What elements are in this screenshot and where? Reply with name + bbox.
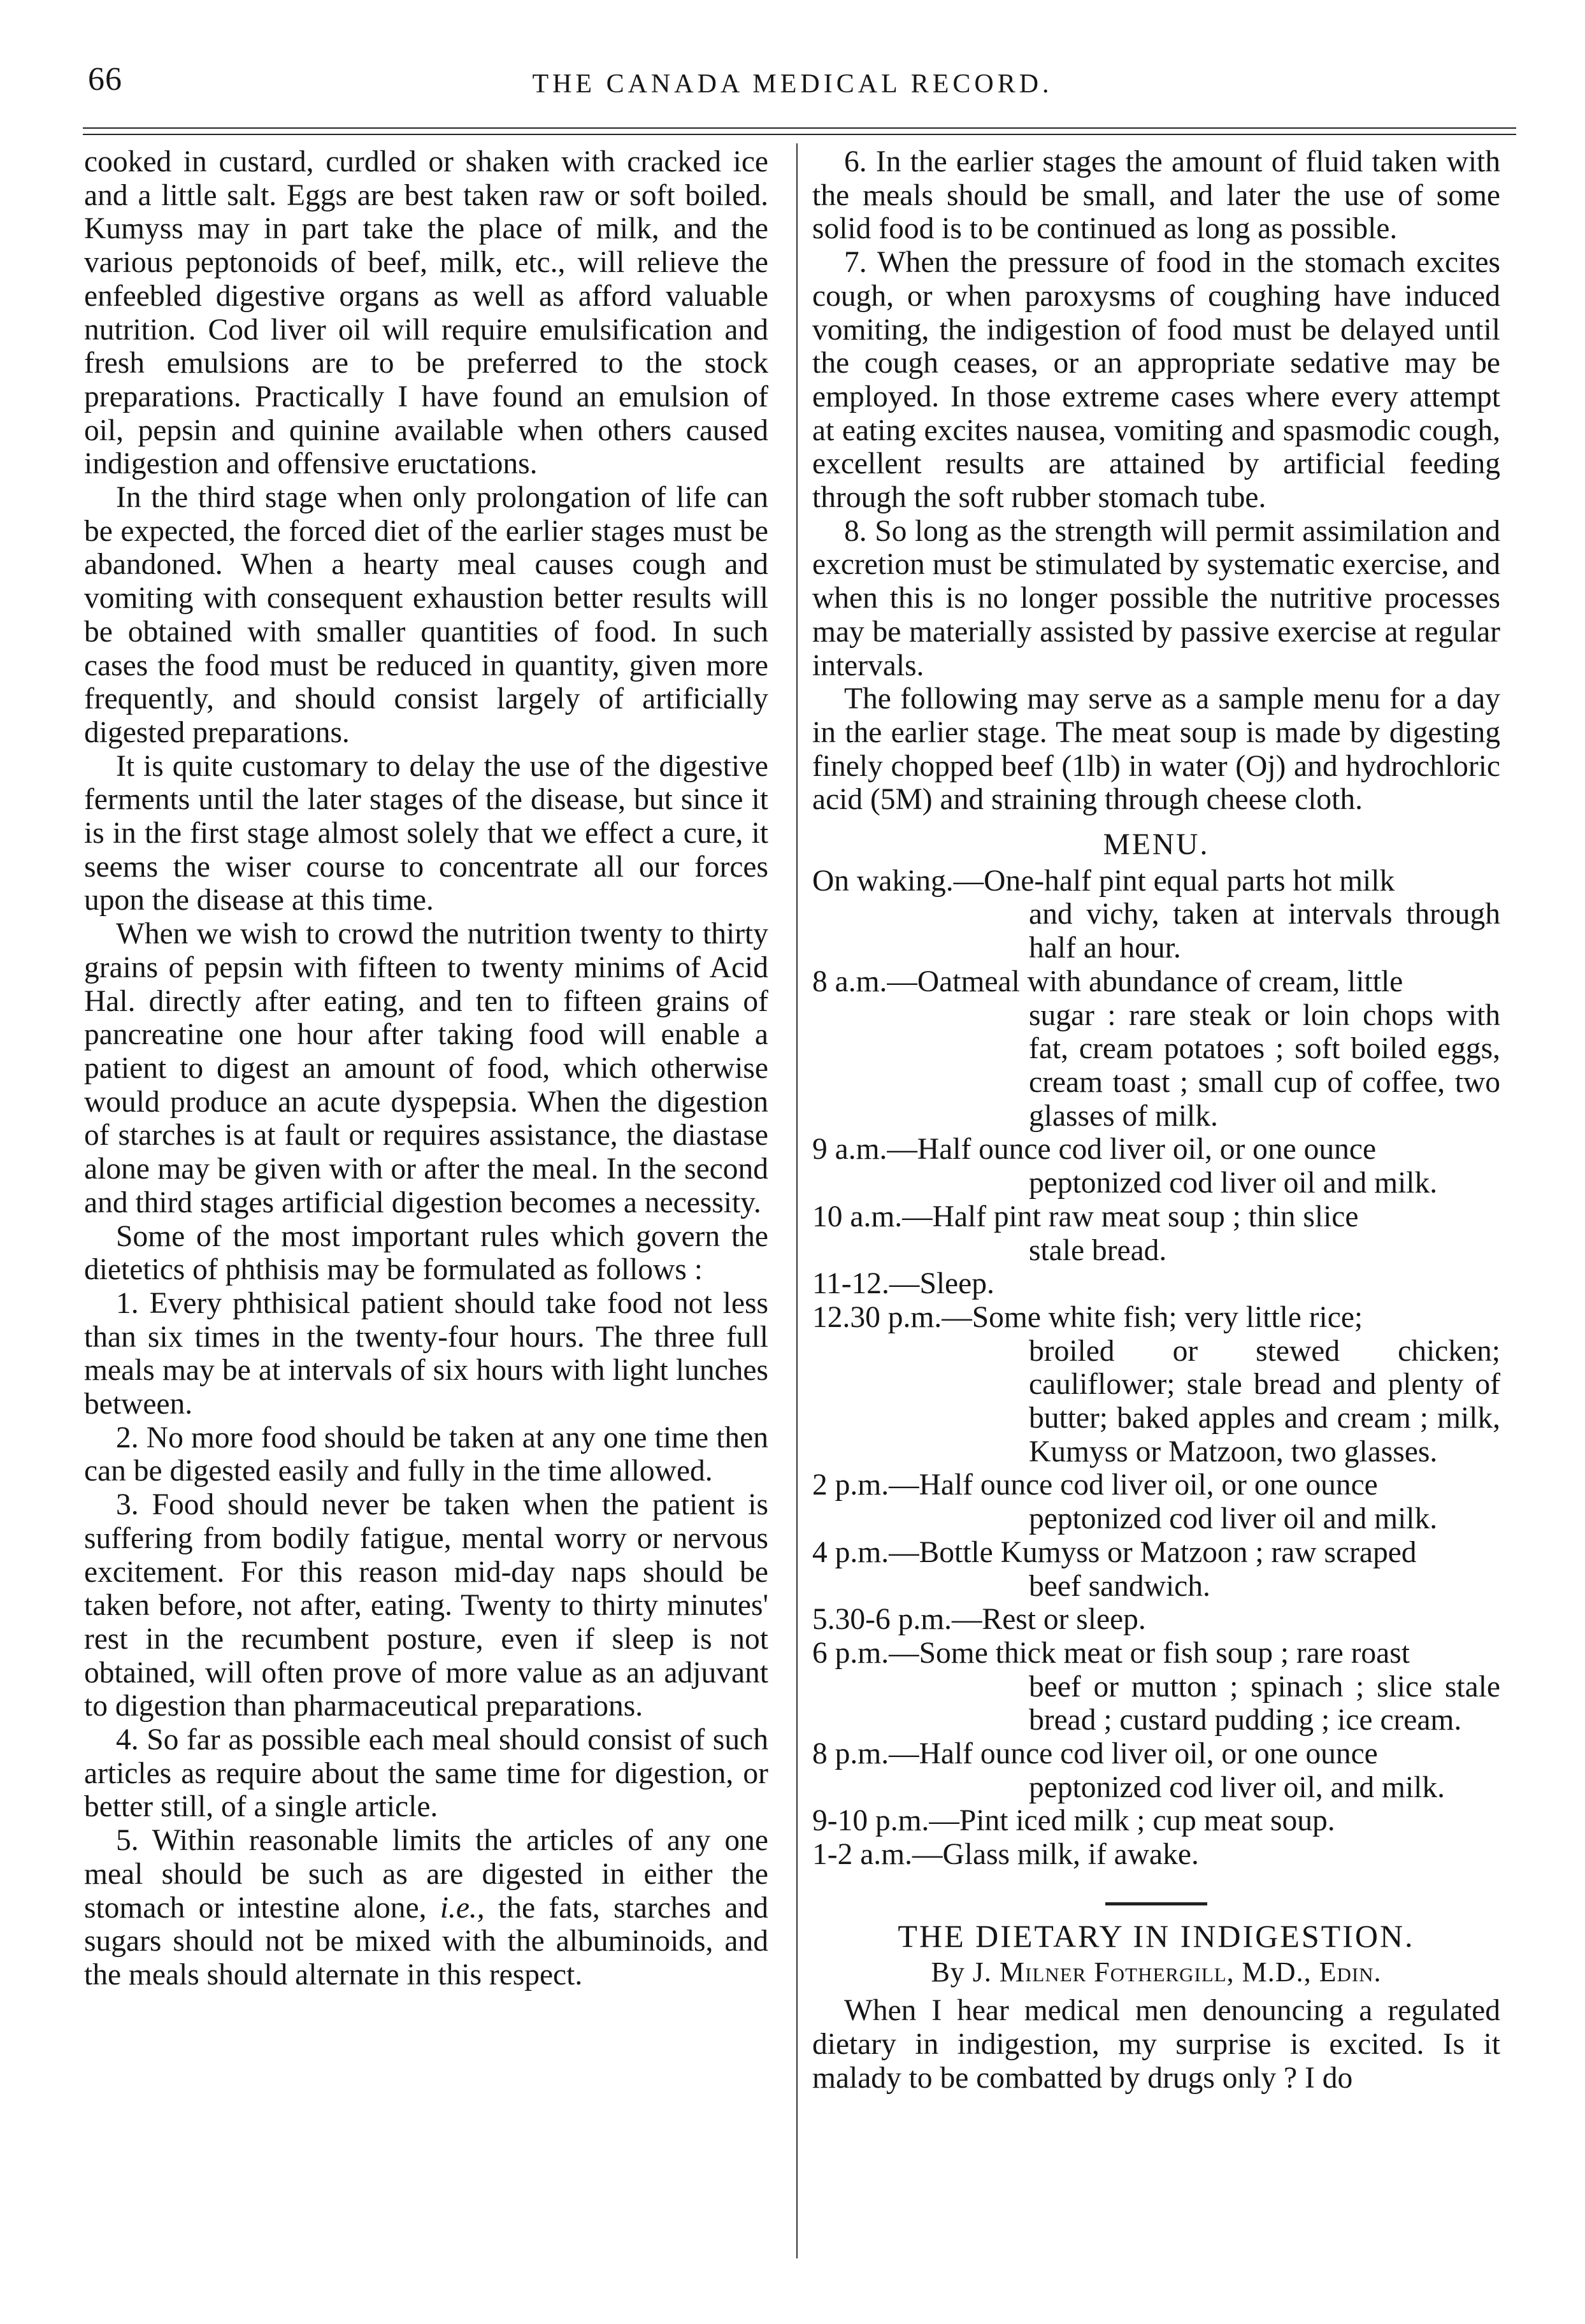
menu-item [812, 864, 1500, 965]
menu-time: 11-12.— [812, 1267, 920, 1301]
paragraph: 6. In the earlier stages the amount of fluid taken with the meals should be small, and later the use of some solid food is to be continued as long as possible. [812, 145, 1500, 246]
byline-prefix: By [931, 1956, 965, 1988]
menu-text: One-half pint equal parts hot milk [984, 864, 1395, 898]
menu-text: Pint iced milk ; cup meat soup. [959, 1804, 1335, 1838]
menu-text: Half ounce cod liver oil, or one ounce [919, 1737, 1378, 1771]
menu-time: 8 p.m.— [812, 1737, 919, 1771]
text-segment: 5. Within reasonable limits the articles of any one meal should be such as are digested in either the stomach or intestine alone, [84, 1824, 768, 1925]
menu-line [812, 1838, 1500, 1872]
menu-item [812, 1200, 1500, 1267]
menu-text: Rest or sleep. [982, 1603, 1146, 1637]
article-title: THE DIETARY IN INDIGESTION. [898, 1918, 1415, 1954]
right-column [812, 145, 1500, 2095]
menu-line [812, 1133, 1500, 1166]
menu-text: Sleep. [919, 1267, 994, 1301]
menu-time: 10 a.m.— [812, 1200, 933, 1233]
header-rule [83, 127, 1516, 129]
paragraph: When we wish to crowd the nutrition twenty to thirty grains of pepsin with fifteen to twenty minims of Acid Hal. directly after eating, and ten to fifteen grains of pancreatine one hour after taking food will enable a patient to digest an amount of food, which otherwise would produce an acute dyspepsia. When the digestion of starches is at fault or requires assistance, the diastase alone may be given with or after the meal. In the second and third stages artificial digestion becomes a necessity. [84, 917, 768, 1219]
menu-text: Oatmeal with abundance of cream, little [917, 965, 1403, 998]
header-rule-double [83, 134, 1516, 135]
menu-text: Half ounce cod liver oil, or one ounce [919, 1468, 1378, 1502]
menu-line [812, 965, 1500, 999]
article-opening: When I hear medical men denouncing a regulated dietary in indigestion, my surprise is excited. Is it malady to be combatted by drugs only ? I do [812, 1994, 1500, 2095]
paragraph: 4. So far as possible each meal should consist of such articles as require about the same time for digestion, or better still, of a single article. [84, 1723, 768, 1824]
page-number: 66 [88, 61, 122, 97]
menu-item [812, 965, 1500, 1133]
right-paragraphs [812, 145, 1500, 817]
menu-time: 9 a.m.— [812, 1133, 917, 1166]
menu-time: 1-2 a.m.— [812, 1838, 943, 1872]
menu-line [812, 1536, 1500, 1570]
byline-author: J. Milner Fothergill, M.D., Edin. [972, 1956, 1382, 1988]
paragraph: cooked in custard, curdled or shaken with cracked ice and a little salt. Eggs are best taken raw or soft boiled. Kumyss may in part take the place of milk, and the various peptonoids of beef, milk, etc., will relieve the enfeebled digestive organs as well as afford valuable nutrition. Cod liver oil will require emulsification and fresh emulsions are to be preferred to the stock preparations. Practically I have found an emulsion of oil, pepsin and quinine available when others caused indigestion and offensive eructations. [84, 145, 768, 481]
menu-item [812, 1267, 1500, 1301]
menu-heading: MENU. [1103, 828, 1210, 862]
running-title: THE CANADA MEDICAL RECORD. [532, 69, 1053, 99]
menu-time: 12.30 p.m.— [812, 1300, 972, 1334]
paragraph: The following may serve as a sample menu for a day in the earlier stage. The meat soup is made by digesting finely chopped beef (1lb) in water (Oj) and hydrochloric acid (5M) and straining through cheese cloth. [812, 682, 1500, 817]
menu-text-continued: peptonized cod liver oil and milk. [1029, 1502, 1438, 1536]
menu-text-continued: beef or mutton ; spinach ; slice stale bread ; custard pudding ; ice cream. [1029, 1670, 1500, 1737]
menu-line [812, 1267, 1500, 1301]
paragraph [84, 1824, 768, 1992]
menu-time: 4 p.m.— [812, 1535, 919, 1569]
menu-line [812, 1603, 1500, 1637]
paragraph: 7. When the pressure of food in the stomach excites cough, or when paroxysms of coughing have induced vomiting, the indigestion of food must be delayed until the cough ceases, or an appropriate sedative may be employed. In those extreme cases where every attempt at eating excites nausea, vomiting and spasmodic cough, excellent results are attained by artificial feeding through the soft rubber stomach tube. [812, 246, 1500, 515]
menu-item [812, 1637, 1500, 1737]
menu-time: 5.30-6 p.m.— [812, 1603, 982, 1637]
menu-text: Bottle Kumyss or Matzoon ; raw scraped [919, 1535, 1417, 1569]
menu-text-continued: and vichy, taken at intervals through half an hour. [1029, 898, 1500, 965]
menu-time: 8 a.m.— [812, 965, 917, 998]
menu-line [812, 1468, 1500, 1502]
paragraph: 8. So long as the strength will permit assimilation and excretion must be stimulated by systematic exercise, and when this is no longer possible the nutritive processes may be materially assisted by passive exercise at regular intervals. [812, 514, 1500, 682]
menu-text-continued: peptonized cod liver oil, and milk. [1029, 1770, 1445, 1804]
menu-line [812, 864, 1500, 898]
menu-item [812, 1468, 1500, 1535]
menu-text-continued: peptonized cod liver oil and milk. [1029, 1166, 1438, 1200]
menu-item [812, 1838, 1500, 1872]
menu-item [812, 1603, 1500, 1637]
menu-text: Half ounce cod liver oil, or one ounce [917, 1133, 1377, 1166]
menu-text-continued: sugar : rare steak or loin chops with fat, cream potatoes ; soft boiled eggs, cream toast ; small cup of coffee, two glasses of milk. [1029, 998, 1500, 1133]
menu-text: Some thick meat or fish soup ; rare roast [919, 1636, 1410, 1670]
menu-line [812, 1804, 1500, 1838]
column-divider [796, 143, 798, 2258]
menu-item [812, 1804, 1500, 1838]
section-divider [1105, 1902, 1207, 1905]
menu-item [812, 1301, 1500, 1469]
text-segment: the fats, starches and sugars should not be mixed with the albuminoids, and the meals should alternate in this respect. [84, 1891, 768, 1991]
menu-text: Some white fish; very little rice; [972, 1300, 1363, 1334]
menu-text-continued: stale bread. [1029, 1233, 1167, 1267]
menu-text-continued: broiled or stewed chicken; cauliflower; stale bread and plenty of butter; baked apples and cream ; milk, Kumyss or Matzoon, two glasses. [1029, 1334, 1500, 1468]
menu-item [812, 1133, 1500, 1200]
menu-time: On waking.— [812, 864, 984, 898]
menu-line [812, 1637, 1500, 1670]
left-column [84, 145, 768, 1992]
menu-time: 9-10 p.m.— [812, 1804, 959, 1838]
menu-line [812, 1301, 1500, 1335]
menu-item [812, 1536, 1500, 1603]
paragraph: 2. No more food should be taken at any one time then can be digested easily and fully in the time allowed. [84, 1421, 768, 1488]
menu-text: Glass milk, if awake. [942, 1838, 1199, 1872]
menu-time: 2 p.m.— [812, 1468, 919, 1502]
paragraph: In the third stage when only prolongation of life can be expected, the forced diet of the earlier stages must be abandoned. When a hearty meal causes cough and vomiting with consequent exhaustion better results will be obtained with smaller quantities of food. In such cases the food must be reduced in quantity, given more frequently, and should consist largely of artificially digested preparations. [84, 481, 768, 749]
article-byline [812, 1956, 1500, 1990]
menu-line [812, 1737, 1500, 1771]
menu-time: 6 p.m.— [812, 1636, 919, 1670]
paragraph: 3. Food should never be taken when the patient is suffering from bodily fatigue, mental worry or nervous excitement. For this reason mid-day naps should be taken before, not after, eating. Twenty to thirty minutes' rest in the recumbent posture, even if sleep is not obtained, will often prove of more value as an adjuvant to digestion than pharmaceutical preparations. [84, 1488, 768, 1723]
paragraph: It is quite customary to delay the use of the digestive ferments until the later stages of the disease, but since it is in the first stage almost solely that we effect a cure, it seems the wiser course to concentrate all our forces upon the disease at this time. [84, 749, 768, 917]
paragraph: 1. Every phthisical patient should take food not less than six times in the twenty-four hours. The three full meals may be at intervals of six hours with light lunches between. [84, 1286, 768, 1421]
menu-text: Half pint raw meat soup ; thin slice [932, 1200, 1359, 1233]
paragraph: Some of the most important rules which govern the dietetics of phthisis may be formulated as follows : [84, 1219, 768, 1287]
italic-abbrev: i.e., [440, 1891, 485, 1925]
menu-line [812, 1200, 1500, 1234]
menu-item [812, 1737, 1500, 1804]
menu-list [812, 864, 1500, 1872]
menu-text-continued: beef sandwich. [1029, 1569, 1210, 1603]
